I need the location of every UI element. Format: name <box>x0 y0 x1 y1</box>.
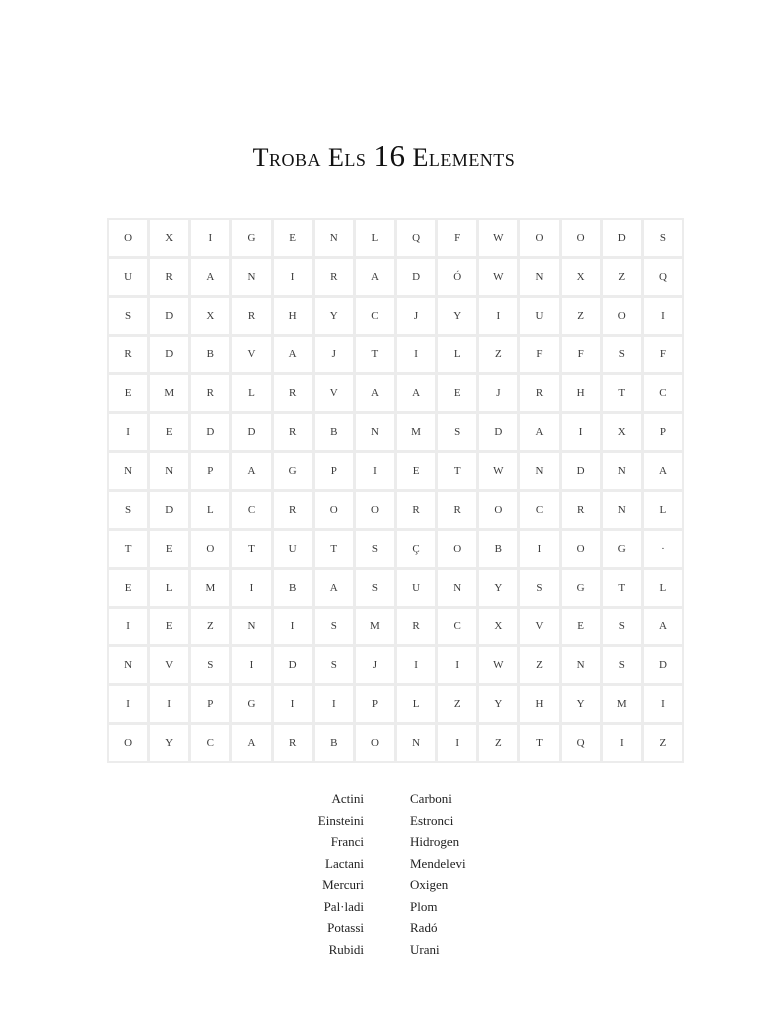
grid-cell[interactable]: Y <box>150 725 188 761</box>
grid-cell[interactable]: H <box>274 298 312 334</box>
grid-cell[interactable]: Z <box>644 725 682 761</box>
grid-cell[interactable]: W <box>479 453 517 489</box>
word-list <box>0 788 768 958</box>
grid-cell[interactable]: L <box>232 375 270 411</box>
grid-cell[interactable]: T <box>232 531 270 567</box>
grid-cell[interactable]: R <box>397 609 435 645</box>
grid-cell[interactable]: R <box>274 725 312 761</box>
grid-cell[interactable]: A <box>191 259 229 295</box>
grid-cell[interactable]: F <box>562 337 600 373</box>
word-list-item: Actini <box>331 791 364 806</box>
grid-cell[interactable]: D <box>644 647 682 683</box>
grid-cell[interactable]: D <box>150 298 188 334</box>
grid-cell[interactable]: I <box>109 609 147 645</box>
grid-cell[interactable]: M <box>397 414 435 450</box>
grid-cell[interactable]: D <box>150 337 188 373</box>
grid-cell[interactable]: N <box>520 259 558 295</box>
grid-cell[interactable]: R <box>274 375 312 411</box>
grid-cell[interactable]: B <box>315 725 353 761</box>
word-list-item: Rubidi <box>328 941 364 957</box>
grid-cell[interactable]: O <box>603 298 641 334</box>
grid-cell[interactable]: R <box>397 492 435 528</box>
grid-cell[interactable]: D <box>397 259 435 295</box>
grid-cell[interactable]: J <box>479 375 517 411</box>
grid-cell[interactable]: N <box>315 220 353 256</box>
word-list-item: Mercuri <box>322 877 364 892</box>
grid-cell[interactable]: O <box>479 492 517 528</box>
grid-cell[interactable]: L <box>356 220 394 256</box>
grid-cell[interactable]: F <box>438 220 476 256</box>
grid-cell[interactable]: O <box>356 492 394 528</box>
grid-cell[interactable]: I <box>603 725 641 761</box>
grid-cell[interactable]: I <box>232 570 270 606</box>
grid-cell[interactable]: L <box>150 570 188 606</box>
grid-cell[interactable]: A <box>232 725 270 761</box>
grid-cell[interactable]: I <box>520 531 558 567</box>
word-list-item: Plom <box>410 898 438 914</box>
grid-cell[interactable]: P <box>191 686 229 722</box>
grid-cell[interactable]: E <box>109 570 147 606</box>
grid-cell[interactable]: P <box>356 686 394 722</box>
grid-cell[interactable]: T <box>603 375 641 411</box>
grid-cell[interactable]: J <box>356 647 394 683</box>
grid-cell[interactable]: H <box>520 686 558 722</box>
grid-cell[interactable]: I <box>644 298 682 334</box>
grid-cell[interactable]: Z <box>603 259 641 295</box>
grid-cell[interactable]: Ç <box>397 531 435 567</box>
grid-cell[interactable]: A <box>397 375 435 411</box>
grid-cell[interactable]: I <box>397 647 435 683</box>
grid-cell[interactable]: S <box>109 298 147 334</box>
word-list-item: Carboni <box>410 791 452 806</box>
grid-cell[interactable]: X <box>479 609 517 645</box>
grid-cell[interactable]: · <box>644 531 682 567</box>
grid-cell[interactable]: T <box>109 531 147 567</box>
grid-cell[interactable]: S <box>315 609 353 645</box>
grid-cell[interactable]: Y <box>479 686 517 722</box>
word-search-grid <box>107 218 684 763</box>
grid-cell[interactable]: M <box>356 609 394 645</box>
grid-cell[interactable]: L <box>644 570 682 606</box>
grid-cell[interactable]: N <box>603 492 641 528</box>
grid-cell[interactable]: F <box>644 337 682 373</box>
grid-cell[interactable]: C <box>356 298 394 334</box>
grid-cell[interactable]: S <box>356 570 394 606</box>
grid-cell[interactable]: R <box>520 375 558 411</box>
grid-cell[interactable]: E <box>150 531 188 567</box>
grid-cell[interactable]: G <box>562 570 600 606</box>
grid-cell[interactable]: I <box>397 337 435 373</box>
grid-cell[interactable]: S <box>315 647 353 683</box>
grid-cell[interactable]: S <box>109 492 147 528</box>
grid-cell[interactable]: Z <box>438 686 476 722</box>
grid-cell[interactable]: O <box>562 531 600 567</box>
word-list-item: Estronci <box>410 812 454 828</box>
grid-cell[interactable]: T <box>603 570 641 606</box>
grid-cell[interactable]: V <box>232 337 270 373</box>
word-list-item: Einsteini <box>317 812 364 828</box>
grid-cell[interactable]: A <box>644 609 682 645</box>
grid-cell[interactable]: L <box>191 492 229 528</box>
grid-cell[interactable]: R <box>232 298 270 334</box>
grid-cell[interactable]: N <box>150 453 188 489</box>
grid-cell[interactable]: X <box>562 259 600 295</box>
grid-cell[interactable]: P <box>644 414 682 450</box>
grid-cell[interactable]: T <box>438 453 476 489</box>
grid-cell[interactable]: I <box>274 609 312 645</box>
grid-cell[interactable]: S <box>603 647 641 683</box>
grid-cell[interactable]: O <box>438 531 476 567</box>
grid-cell[interactable]: N <box>520 453 558 489</box>
grid-cell[interactable]: Z <box>191 609 229 645</box>
grid-cell[interactable]: D <box>274 647 312 683</box>
grid-cell[interactable]: Z <box>562 298 600 334</box>
grid-cell[interactable]: U <box>520 298 558 334</box>
grid-cell[interactable]: U <box>397 570 435 606</box>
grid-cell[interactable]: V <box>520 609 558 645</box>
grid-cell[interactable]: S <box>644 220 682 256</box>
grid-cell[interactable]: A <box>520 414 558 450</box>
grid-cell[interactable]: N <box>356 414 394 450</box>
grid-cell[interactable]: O <box>315 492 353 528</box>
grid-cell[interactable]: B <box>274 570 312 606</box>
grid-cell[interactable]: I <box>109 686 147 722</box>
grid-cell[interactable]: X <box>603 414 641 450</box>
grid-cell[interactable]: G <box>603 531 641 567</box>
grid-cell[interactable]: W <box>479 647 517 683</box>
grid-cell[interactable]: S <box>356 531 394 567</box>
title-number: 16 <box>373 138 406 173</box>
grid-cell[interactable]: I <box>479 298 517 334</box>
grid-cell[interactable]: R <box>191 375 229 411</box>
grid-cell[interactable]: I <box>438 725 476 761</box>
grid-cell[interactable]: G <box>232 686 270 722</box>
grid-cell[interactable]: A <box>356 375 394 411</box>
grid-cell[interactable]: X <box>150 220 188 256</box>
grid-cell[interactable]: P <box>191 453 229 489</box>
grid-cell[interactable]: E <box>438 375 476 411</box>
grid-cell[interactable]: U <box>109 259 147 295</box>
grid-cell[interactable]: O <box>520 220 558 256</box>
grid-cell[interactable]: I <box>562 414 600 450</box>
title-suffix: Elements <box>405 143 516 172</box>
grid-cell[interactable]: H <box>562 375 600 411</box>
grid-cell[interactable]: D <box>232 414 270 450</box>
grid-cell[interactable]: I <box>438 647 476 683</box>
grid-cell[interactable]: C <box>644 375 682 411</box>
grid-cell[interactable]: O <box>191 531 229 567</box>
grid-cell[interactable]: Y <box>438 298 476 334</box>
grid-cell[interactable]: P <box>315 453 353 489</box>
grid-cell[interactable]: L <box>644 492 682 528</box>
grid-cell[interactable]: V <box>150 647 188 683</box>
grid-cell[interactable]: A <box>356 259 394 295</box>
grid-cell[interactable]: I <box>191 220 229 256</box>
grid-cell[interactable]: I <box>356 453 394 489</box>
grid-cell[interactable]: N <box>109 453 147 489</box>
grid-cell[interactable]: N <box>232 609 270 645</box>
grid-cell[interactable]: R <box>109 337 147 373</box>
word-list-item: Lactani <box>325 855 364 871</box>
word-list-left-column <box>270 788 364 960</box>
grid-cell[interactable]: W <box>479 220 517 256</box>
word-list-item: Oxigen <box>410 877 449 892</box>
grid-cell[interactable]: R <box>274 492 312 528</box>
grid-cell[interactable]: V <box>315 375 353 411</box>
grid-cell[interactable]: Z <box>479 337 517 373</box>
grid-cell[interactable]: E <box>150 414 188 450</box>
grid-cell[interactable]: M <box>150 375 188 411</box>
grid-cell[interactable]: D <box>603 220 641 256</box>
grid-cell[interactable]: R <box>274 414 312 450</box>
grid-cell[interactable]: U <box>274 531 312 567</box>
grid-cell[interactable]: S <box>520 570 558 606</box>
grid-cell[interactable]: Y <box>562 686 600 722</box>
grid-cell[interactable]: Z <box>479 725 517 761</box>
grid-cell[interactable]: O <box>109 220 147 256</box>
grid-cell[interactable]: F <box>520 337 558 373</box>
grid-cell[interactable]: N <box>562 647 600 683</box>
grid-cell[interactable]: I <box>232 647 270 683</box>
grid-cell[interactable]: C <box>438 609 476 645</box>
grid-cell[interactable]: N <box>232 259 270 295</box>
grid-cell[interactable]: A <box>644 453 682 489</box>
grid-cell[interactable]: I <box>274 259 312 295</box>
grid-cell[interactable]: R <box>315 259 353 295</box>
word-list-item: Mendelevi <box>410 855 466 871</box>
grid-cell[interactable]: N <box>438 570 476 606</box>
grid-cell[interactable]: B <box>191 337 229 373</box>
word-list-item: Franci <box>330 834 364 849</box>
grid-cell[interactable]: Q <box>397 220 435 256</box>
grid-cell[interactable]: Y <box>315 298 353 334</box>
grid-cell[interactable]: Ó <box>438 259 476 295</box>
grid-cell[interactable]: T <box>356 337 394 373</box>
grid-cell[interactable]: C <box>520 492 558 528</box>
grid-cell[interactable]: N <box>109 647 147 683</box>
grid-cell[interactable]: M <box>603 686 641 722</box>
grid-cell[interactable]: J <box>315 337 353 373</box>
grid-cell[interactable]: Y <box>479 570 517 606</box>
grid-cell[interactable]: S <box>191 647 229 683</box>
grid-cell[interactable]: S <box>603 337 641 373</box>
grid-cell[interactable]: C <box>191 725 229 761</box>
grid-cell[interactable]: Q <box>644 259 682 295</box>
grid-cell[interactable]: G <box>274 453 312 489</box>
grid-cell[interactable]: E <box>274 220 312 256</box>
grid-cell[interactable]: D <box>191 414 229 450</box>
word-list-item: Radó <box>410 920 438 935</box>
grid-cell[interactable]: L <box>438 337 476 373</box>
word-list-item: Potassi <box>327 920 364 935</box>
word-list-item: Hidrogen <box>410 834 460 849</box>
grid-cell[interactable]: E <box>150 609 188 645</box>
grid-cell[interactable]: G <box>232 220 270 256</box>
grid-cell[interactable]: B <box>315 414 353 450</box>
title-prefix: Troba Els <box>252 143 374 172</box>
grid-cell[interactable]: I <box>274 686 312 722</box>
grid-cell[interactable]: T <box>520 725 558 761</box>
word-list-item: Pal·ladi <box>323 898 364 914</box>
grid-cell[interactable]: I <box>109 414 147 450</box>
grid-cell[interactable]: S <box>438 414 476 450</box>
grid-cell[interactable]: O <box>109 725 147 761</box>
word-list-item: Urani <box>410 941 440 957</box>
grid-cell[interactable]: R <box>562 492 600 528</box>
grid-cell[interactable]: R <box>438 492 476 528</box>
word-list-right-column <box>410 788 530 960</box>
grid-cell[interactable]: A <box>274 337 312 373</box>
grid-cell[interactable]: C <box>232 492 270 528</box>
grid-cell[interactable]: N <box>603 453 641 489</box>
grid-cell[interactable]: X <box>191 298 229 334</box>
grid-cell[interactable]: I <box>150 686 188 722</box>
grid-cell[interactable]: R <box>150 259 188 295</box>
grid-cell[interactable]: E <box>562 609 600 645</box>
grid-cell[interactable]: Q <box>562 725 600 761</box>
grid-cell[interactable]: E <box>397 453 435 489</box>
grid-cell[interactable]: D <box>562 453 600 489</box>
grid-cell[interactable]: B <box>479 531 517 567</box>
grid-cell[interactable]: D <box>479 414 517 450</box>
grid-cell[interactable]: L <box>397 686 435 722</box>
grid-cell[interactable]: O <box>356 725 394 761</box>
grid-cell[interactable]: O <box>562 220 600 256</box>
grid-cell[interactable]: M <box>191 570 229 606</box>
grid-cell[interactable]: A <box>315 570 353 606</box>
page-title <box>0 138 768 174</box>
grid-cell[interactable]: W <box>479 259 517 295</box>
grid-cell[interactable]: N <box>397 725 435 761</box>
grid-cell[interactable]: S <box>603 609 641 645</box>
grid-cell[interactable]: Z <box>520 647 558 683</box>
grid-cell[interactable]: T <box>315 531 353 567</box>
grid-cell[interactable]: J <box>397 298 435 334</box>
grid-cell[interactable]: I <box>315 686 353 722</box>
grid-cell[interactable]: I <box>644 686 682 722</box>
grid-cell[interactable]: D <box>150 492 188 528</box>
grid-cell[interactable]: A <box>232 453 270 489</box>
grid-cell[interactable]: E <box>109 375 147 411</box>
